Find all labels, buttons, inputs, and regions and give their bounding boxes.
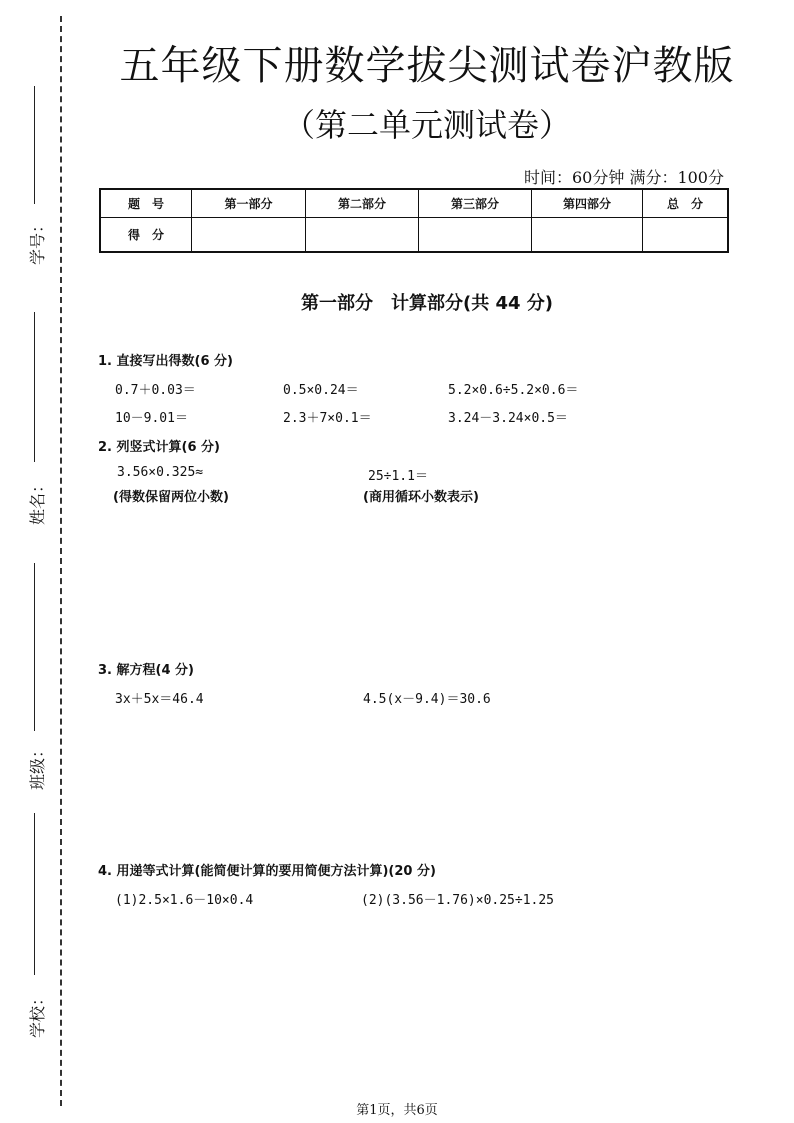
q4-item: (2)(3.56－1.76)×0.25÷1.25 [361, 893, 555, 908]
score-header-cell: 总 分 [643, 189, 729, 218]
exam-meta: 时间：60分钟 满分：100分 [524, 168, 724, 187]
binding-dashed-line [60, 16, 62, 1106]
score-header-cell: 题 号 [100, 189, 192, 218]
q2-title: 2. 列竖式计算(6 分) [98, 440, 220, 455]
part1-title: 第一部分 计算部分(共 44 分) [300, 293, 554, 314]
q2-note: (得数保留两位小数) [113, 490, 229, 505]
score-input-cell-part1[interactable] [192, 218, 306, 253]
q4-title: 4. 用递等式计算(能简便计算的要用简便方法计算)(20 分) [98, 864, 436, 879]
score-table [99, 188, 729, 253]
side-field-student-id[interactable] [20, 86, 50, 276]
q1-item: 5.2×0.6÷5.2×0.6＝ [448, 383, 579, 398]
score-input-cell-total[interactable] [643, 218, 729, 253]
q1-item: 3.24－3.24×0.5＝ [448, 411, 568, 426]
side-label-class: 班级： [27, 741, 47, 790]
score-header-cell: 第二部分 [306, 189, 419, 218]
score-header-cell: 第一部分 [192, 189, 306, 218]
q1-title: 1. 直接写出得数(6 分) [98, 354, 233, 369]
q3-item: 4.5(x－9.4)＝30.6 [363, 692, 491, 707]
page-subtitle: （第二单元测试卷） [282, 106, 571, 144]
page-footer: 第1页，共6页 [356, 1103, 438, 1118]
page-title: 五年级下册数学拔尖测试卷沪教版 [119, 43, 735, 89]
score-header-cell: 第四部分 [532, 189, 643, 218]
q2-item: 25÷1.1＝ [368, 469, 428, 484]
q1-item: 0.5×0.24＝ [283, 383, 359, 398]
side-field-school[interactable] [20, 813, 50, 1038]
side-field-class[interactable] [20, 563, 50, 790]
q2-note: (商用循环小数表示) [363, 490, 479, 505]
q3-title: 3. 解方程(4 分) [98, 663, 194, 678]
score-row-label: 得 分 [100, 218, 192, 253]
q3-item: 3x＋5x＝46.4 [115, 692, 204, 707]
side-field-name[interactable] [20, 312, 50, 525]
side-label-student-id: 学号： [27, 216, 47, 265]
q1-item: 10－9.01＝ [115, 411, 188, 426]
score-input-cell-part4[interactable] [532, 218, 643, 253]
score-table-header-row [100, 189, 728, 218]
side-label-name: 姓名： [27, 476, 47, 525]
q1-item: 0.7＋0.03＝ [115, 383, 196, 398]
q4-item: (1)2.5×1.6－10×0.4 [115, 893, 254, 908]
q1-item: 2.3＋7×0.1＝ [283, 411, 372, 426]
score-header-cell: 第三部分 [419, 189, 532, 218]
q2-item: 3.56×0.325≈ [117, 465, 204, 480]
score-input-cell-part3[interactable] [419, 218, 532, 253]
score-input-cell-part2[interactable] [306, 218, 419, 253]
side-label-school: 学校： [27, 989, 47, 1038]
score-table-score-row [100, 218, 728, 253]
